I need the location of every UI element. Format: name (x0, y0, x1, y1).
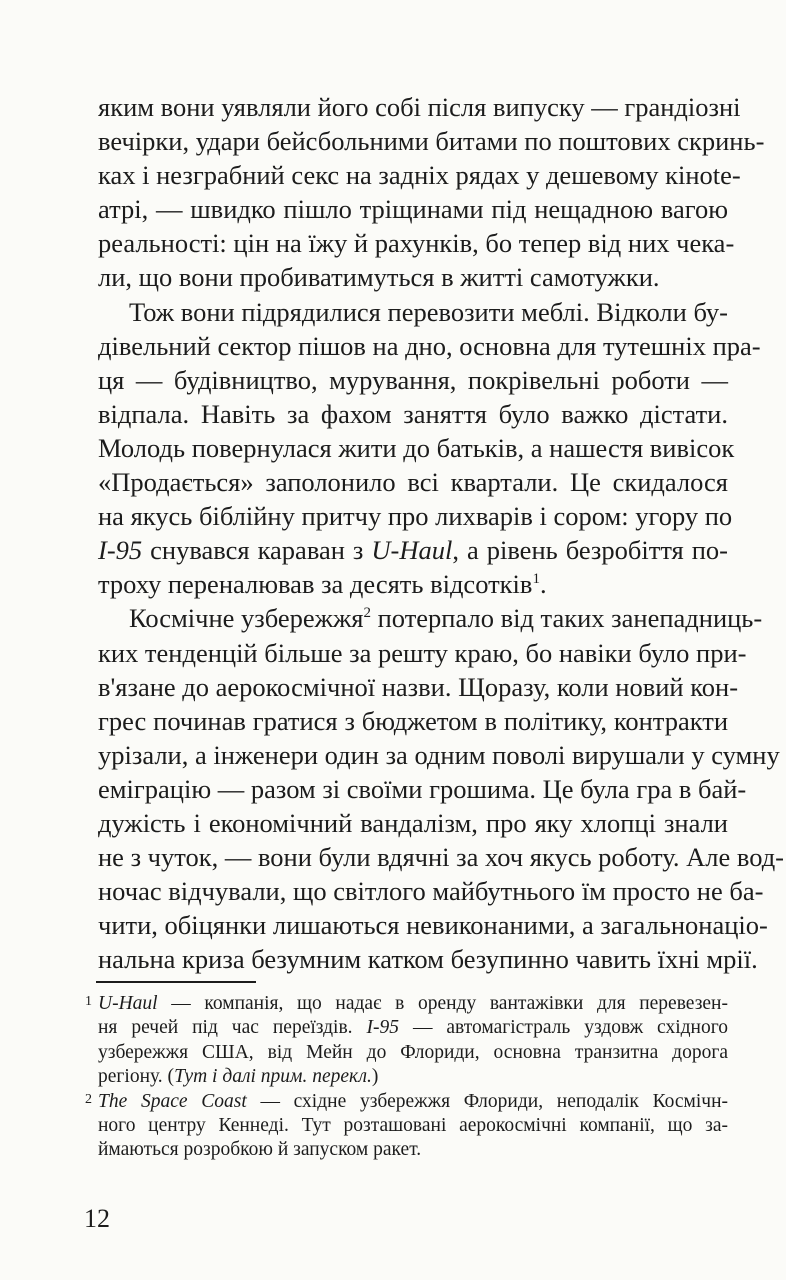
translator-note: Тут і далі прим. перекл. (174, 1066, 372, 1088)
text-line: чити, обіцянки лишаються невиконаними, а загальнонаціо- (98, 910, 768, 941)
main-text (98, 90, 785, 976)
text-line: ких тенденцій більше за решту краю, бо навіки було при- (98, 637, 747, 668)
text-segment: ня речей під час переїздів. (98, 1017, 367, 1039)
highway-name: I-95 (366, 1017, 399, 1039)
text-line: ли, що вони пробиватимуться в житті самотужки. (98, 262, 660, 293)
text-line: «Продається» заполонило всі квартали. Це скидалося (98, 467, 728, 498)
text-line: Тож вони підрядилися перевозити меблі. Відколи бу- (129, 296, 728, 327)
text-segment: — східне узбережжя Флориди, неподалік Космічн- (246, 1090, 728, 1112)
text-segment: — автомагістраль уздовж східного (399, 1017, 728, 1039)
text-line: в'язане до аерокосмічної назви. Щоразу, коли новий кон- (98, 671, 739, 702)
footnotes (85, 992, 728, 1163)
text-line: дужість і економічний вандалізм, про яку хлопці знали (98, 807, 728, 838)
text-segment: — компанія, що надає в оренду вантажівки для перевезен- (157, 993, 728, 1014)
footnote-divider (96, 981, 256, 983)
text-line (98, 567, 728, 601)
footnote-line (98, 1016, 728, 1040)
company-name: U-Haul (98, 993, 158, 1014)
footnote-ref: 1 (532, 571, 540, 588)
footnote-line: узбережжя США, від Мейн до Флориди, основна транзитна дорога (98, 1041, 728, 1063)
text-line: яким вони уявляли його собі після випуску — грандіозні (98, 92, 741, 122)
text-segment: Космічне узбережжя (129, 603, 364, 634)
text-line: ночас відчували, що світлого майбутнього їм просто не ба- (98, 876, 764, 907)
text-line: Молодь повернулася жити до батьків, а нашестя вивісок (98, 432, 735, 463)
text-line: реальності: цін на їжу й рахунків, бо тепер від них чека- (98, 228, 735, 259)
text-line: ках і незграбний секс на задніх рядах у дешевому кінote- (98, 160, 741, 191)
text-segment: . (539, 569, 547, 600)
text-line: на якусь біблійну притчу про лихварів і сором: угору по (98, 501, 733, 532)
text-segment: регіону. ( (98, 1066, 175, 1088)
text-line: не з чуток, — вони були вдячні за хоч якусь роботу. Але вод- (98, 842, 785, 873)
text-line: грес починав гратися з бюджетом в політику, контракти (98, 705, 728, 736)
footnote-number: 1 (85, 994, 92, 1009)
footnote-ref: 2 (363, 605, 371, 622)
footnote-line: ного центру Кеннеді. Тут розташовані аерокосмічні компанії, що за- (98, 1114, 728, 1136)
text-segment: потерпало від таких занепадниць- (371, 603, 763, 634)
text-segment: , а рівень безробіття по- (452, 535, 728, 566)
text-line: ця — будівництво, мурування, покрівельні роботи — (98, 364, 728, 395)
footnote-line (98, 1065, 728, 1089)
text-line: урізали, а інженери один за одним поволі вирушали у сумну (98, 739, 780, 770)
text-segment: троху переналював за десять відсотків (98, 569, 533, 600)
text-line: дівельний сектор пішов на дно, основна для тутешніх пра- (98, 330, 761, 361)
text-line: нальна криза безумним катком безупинно чавить їхні мрії. (98, 944, 758, 975)
text-line (98, 601, 763, 635)
text-line: вечірки, удари бейсбольними битами по поштових скринь- (98, 126, 765, 157)
text-line: відпала. Навіть за фахом заняття було важко дістати. (98, 398, 728, 429)
text-line: еміграцію — разом зі своїми грошима. Це була гра в бай- (98, 773, 747, 804)
footnote-number: 2 (85, 1091, 92, 1107)
footnote-line (98, 992, 728, 1016)
footnote-line (98, 1090, 728, 1114)
highway-name: I-95 (98, 535, 143, 566)
page-number: 12 (84, 1204, 110, 1233)
place-name: The Space Coast (98, 1090, 247, 1112)
footnote-2 (85, 1090, 728, 1163)
text-segment: снувався караван з (142, 535, 372, 566)
footnote-line: ймаються розробкою й запуском ракет. (98, 1139, 422, 1161)
footnote-1 (85, 992, 728, 1090)
text-line: атрі, — швидко пішло тріщинами під нещадною вагою (98, 194, 728, 225)
text-line (98, 533, 728, 567)
company-name: U-Haul (371, 535, 453, 566)
text-segment: ) (371, 1066, 379, 1088)
